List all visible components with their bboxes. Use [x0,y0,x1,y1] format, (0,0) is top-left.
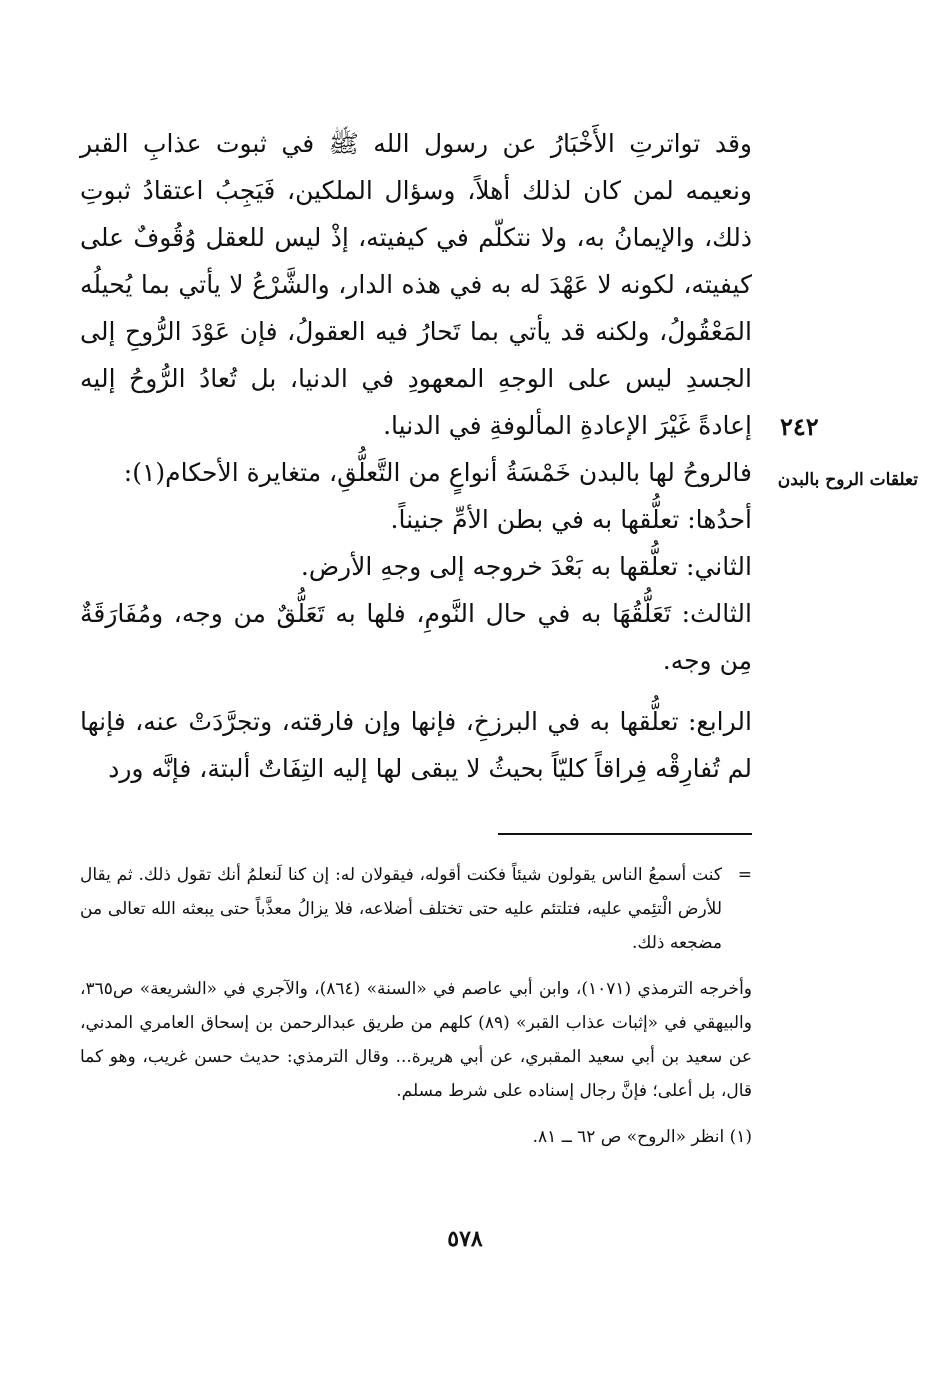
continuation-mark: = [737,865,752,885]
footnote-spacer [80,960,752,972]
footnote-separator [498,833,752,835]
footnote-spacer [80,1108,752,1120]
paragraph-third: الثالث: تَعَلُّقُهَا به في حال النَّومِ، فلها به تَعَلُّقٌ من وجه، ومُفَارَقَةٌ مِن وجه. [80,599,752,675]
page-number: ٥٧٨ [447,1226,483,1252]
paragraph-second: الثاني: تعلُّقها به بَعْدَ خروجه إلى وجهِ الأرض. [300,552,752,581]
paragraph-grave-punishment: وقد تواترتِ الأَخْبَارُ عن رسول الله ﷺ في ثبوت عذابِ القبر ونعيمه لمن كان لذلك أهلاً، وسؤال الملكين، فَيَجِبُ اعتقادُ ثبوتِ ذلك، والإيمانُ به، ولا نتكلّم في كيفيته، إذْ ليس للعقل وُقُوفٌ على كيفيته، لكونه لا عَهْدَ له به في هذه الدار، والشَّرْعُ لا يأتي بما يُحيلُه المَعْقُولُ، ولكنه قد يأتي بما تَحارُ فيه العقولُ، فإن عَوْدَ الرُّوحِ إلى الجسدِ ليس على الوجهِ المعهودِ في الدنيا، بل تُعادُ الرُّوحُ إليه إعادةً غَيْرَ الإعادةِ المألوفةِ في الدنيا. [80,129,752,440]
footnote-continuation-text: كنت أسمعُ الناس يقولون شيئاً فكنت أقوله، فيقولان له: إن كنا لَنعلمُ أنك تقول ذلك. ثم يقال للأرض الْتئِمي عليه، فتلتئم عليه حتى تختلف أضلاعه، فلا يزالُ معذَّباً حتى يبعثه الله تعالى من مضجعه ذلك. [80,865,722,953]
footnote-continuation [80,858,752,960]
paragraph-fourth: الرابع: تعلُّقها به في البرزخِ، فإنها وإن فارقته، وتجرَّدَتْ عنه، فإنها لم تُفارِقْه فِراقاً كليّاً بحيثُ لا يبقى لها إليه التِفَاتٌ ألبتة، فإنَّه ورد [80,707,752,783]
margin-section-number: ٢٤٢ [780,412,819,441]
paragraph-spacer [80,684,752,698]
footnote-1: (١) انظر «الروح» ص ٦٢ ــ ٨١. [532,1127,752,1147]
margin-heading: تعلقات الروح بالبدن [777,470,918,490]
footnotes [80,858,752,1154]
paragraph-five-attachments: فالروحُ لها بالبدن خَمْسَةُ أنواعٍ من التَّعلُّقِ، متغايرة الأحكام(١): [123,458,752,487]
paragraph-first: أحدُها: تعلُّقها به في بطن الأمِّ جنيناً. [390,505,752,534]
footnote-takhrij: وأخرجه الترمذي (١٠٧١)، وابن أبي عاصم في «السنة» (٨٦٤)، والآجري في «الشريعة» ص٣٦٥، والبيهقي في «إثبات عذاب القبر» (٨٩) كلهم من طريق عبدالرحمن بن إسحاق العامري المدني، عن سعيد بن أبي سعيد المقبري، عن أبي هريرة... وقال الترمذي: حديث حسن غريب، وهو كما قال، بل أعلى؛ فإنَّ رجال إسناده على شرط مسلم. [80,979,752,1101]
main-text [80,120,752,792]
